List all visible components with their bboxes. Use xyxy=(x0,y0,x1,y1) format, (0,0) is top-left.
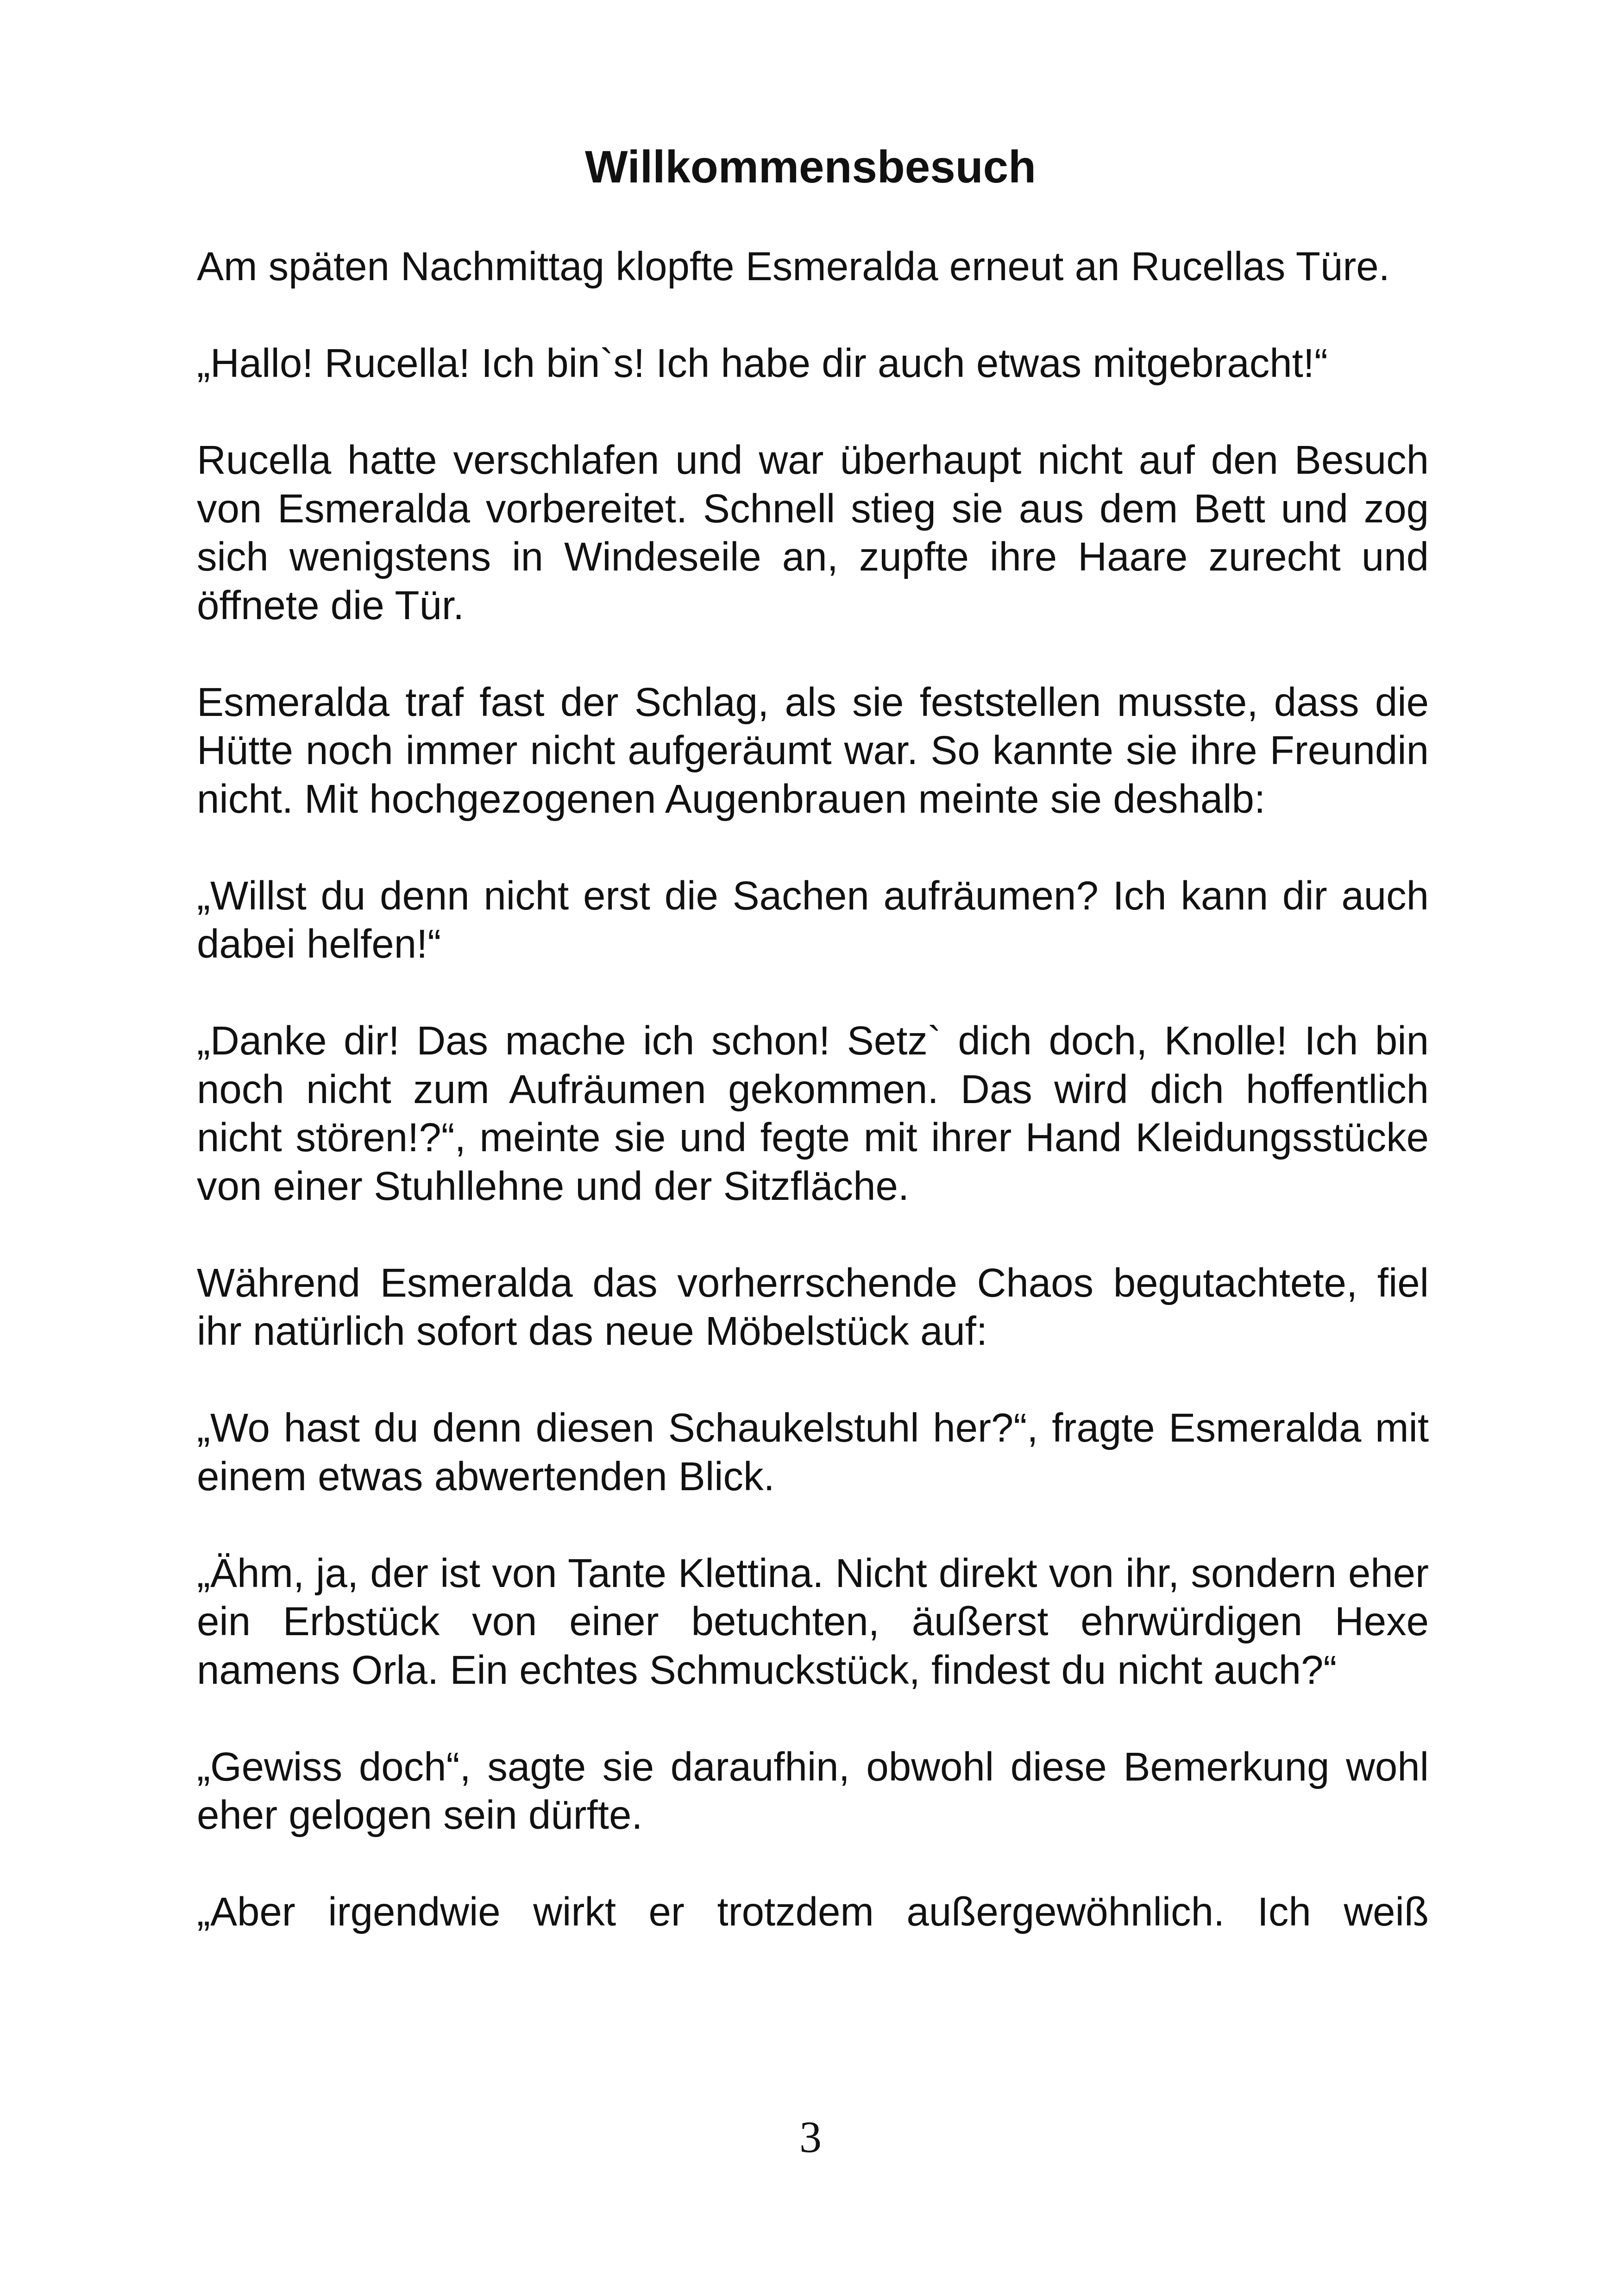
paragraph: „Ähm, ja, der ist von Tante Klettina. Nicht direkt von ihr, sondern eher ein Erbstück von einer betuchten, äußerst ehrwürdigen Hexe namens Orla. Ein echtes Schmuckstück, findest du nicht auch?“ xyxy=(197,1550,1429,1693)
body-text xyxy=(197,243,1429,1985)
chapter-title: Willkommensbesuch xyxy=(585,141,1036,192)
paragraph: „Willst du denn nicht erst die Sachen aufräumen? Ich kann dir auch dabei helfen!“ xyxy=(197,873,1429,966)
paragraph: „Danke dir! Das mache ich schon! Setz` dich doch, Knolle! Ich bin noch nicht zum Aufräumen gekommen. Das wird dich hoffentlich nicht stören!?“, meinte sie und fegte mit ihrer Hand Kleidungsstücke von einer Stuhllehne und der Sitzfläche. xyxy=(197,1018,1429,1209)
page-number: 3 xyxy=(799,2112,822,2162)
paragraph: Während Esmeralda das vorherrschende Chaos begutachtete, fiel ihr natürlich sofort das neue Möbelstück auf: xyxy=(197,1260,1429,1354)
paragraph: Esmeralda traf fast der Schlag, als sie feststellen musste, dass die Hütte noch immer nicht aufgeräumt war. So kannte sie ihre Freundin nicht. Mit hochgezogenen Augenbrauen meinte sie deshalb: xyxy=(197,679,1429,822)
paragraph: „Wo hast du denn diesen Schaukelstuhl her?“, fragte Esmeralda mit einem etwas abwertenden Blick. xyxy=(197,1405,1429,1499)
paragraph: Rucella hatte verschlafen und war überhaupt nicht auf den Besuch von Esmeralda vorbereitet. Schnell stieg sie aus dem Bett und zog sich wenigstens in Windeseile an, zupfte ihre Haare zurecht und öffnete die Tür. xyxy=(197,438,1429,628)
paragraph: „Gewiss doch“, sagte sie daraufhin, obwohl diese Bemerkung wohl eher gelogen sein dürfte. xyxy=(197,1744,1429,1838)
paragraph: „Hallo! Rucella! Ich bin`s! Ich habe dir auch etwas mitgebracht!“ xyxy=(197,341,1328,386)
paragraph: Am späten Nachmittag klopfte Esmeralda erneut an Rucellas Türe. xyxy=(197,244,1390,289)
paragraph: „Aber irgendwie wirkt er trotzdem außergewöhnlich. Ich weiß xyxy=(197,1889,1429,1934)
